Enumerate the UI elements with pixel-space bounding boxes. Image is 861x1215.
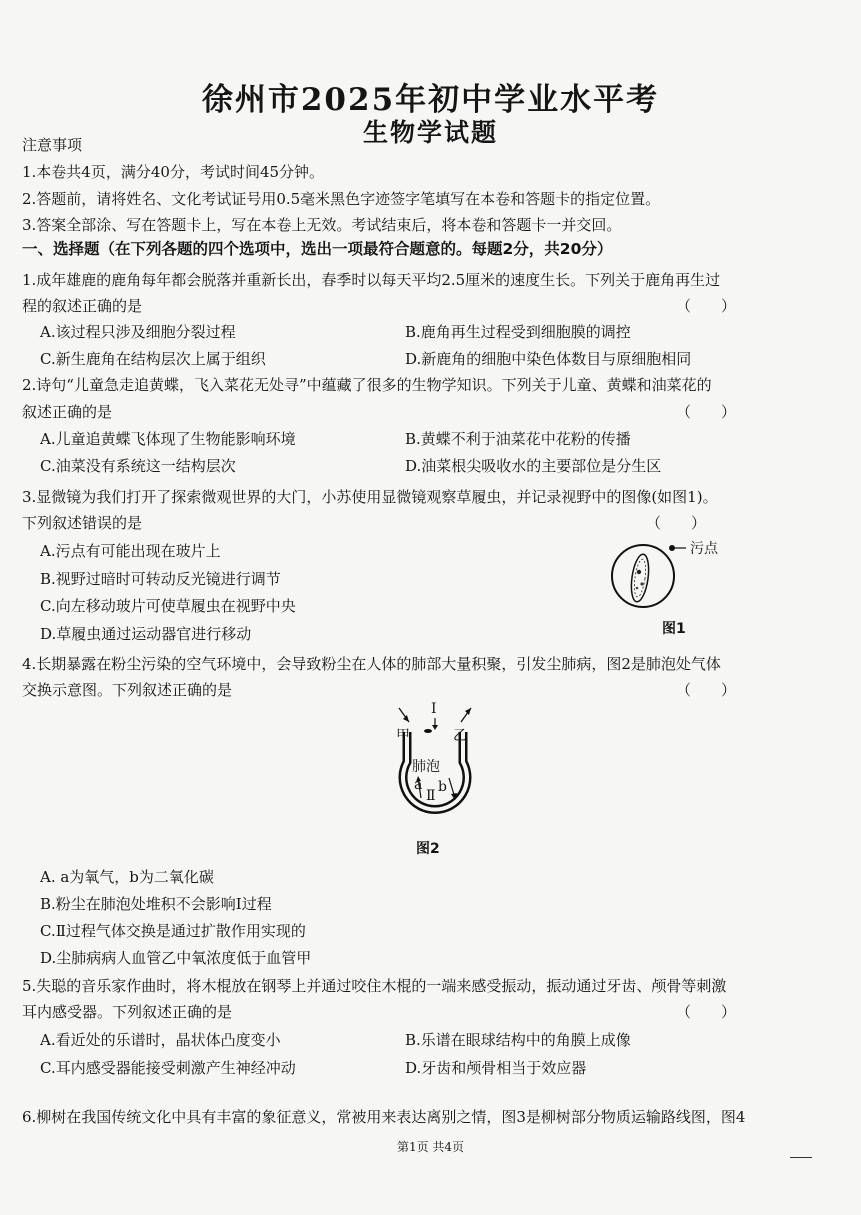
- q5-option-c: C.耳内感受器能接受刺激产生神经冲动: [40, 1059, 296, 1077]
- q4-option-b: B.粉尘在肺泡处堆积不会影响Ⅰ过程: [40, 895, 272, 913]
- notice-item-2: 2.答题前，请将姓名、文化考试证号用0.5毫米黑色字迹签字笔填写在本卷和答题卡的指定位置。: [22, 190, 661, 208]
- q1-answer-blank: （ ）: [676, 297, 737, 315]
- q2-answer-blank: （ ）: [676, 403, 737, 421]
- q2-stem-line2: 叙述正确的是: [22, 403, 113, 421]
- q2-option-b: B.黄蝶不利于油菜花中花粉的传播: [405, 430, 631, 448]
- section-heading: 一、选择题（在下列各题的四个选项中，选出一项最符合题意的。每题2分，共20分）: [22, 240, 613, 258]
- q1-stem-line1: 1.成年雄鹿的鹿角每年都会脱落并重新长出，春季时以每天平均2.5厘米的速度生长。下列关于鹿角再生过: [22, 271, 721, 289]
- page-footer: 第1页 共4页: [396, 1140, 465, 1154]
- figure2-label-yi: 乙: [453, 728, 467, 744]
- q3-option-c: C.向左移动玻片可使草履虫在视野中央: [40, 597, 296, 615]
- q2-option-a: A.儿童追黄蝶飞体现了生物能影响环境: [40, 430, 296, 448]
- q4-answer-blank: （ ）: [676, 681, 737, 699]
- paramecium-icon: [629, 553, 652, 603]
- q1-option-b: B.鹿角再生过程受到细胞膜的调控: [405, 323, 631, 341]
- q5-stem-line1: 5.失聪的音乐家作曲时，将木棍放在钢琴上并通过咬住木棍的一端来感受振动，振动通过牙齿、颅骨等刺激: [22, 977, 727, 995]
- figure2-label-process-2: Ⅱ: [426, 788, 436, 804]
- q3-option-d: D.草履虫通过运动器官进行移动: [40, 625, 252, 643]
- q5-stem-line2: 耳内感受器。下列叙述正确的是: [22, 1003, 233, 1021]
- exam-subtitle: 生物学试题: [362, 118, 498, 147]
- notice-heading: 注意事项: [22, 136, 83, 154]
- q5-answer-blank: （ ）: [676, 1003, 737, 1021]
- q2-option-d: D.油菜根尖吸收水的主要部位是分生区: [405, 457, 662, 475]
- q4-stem-line1: 4.长期暴露在粉尘污染的空气环境中，会导致粉尘在人体的肺部大量积聚，引发尘肺病，图2是肺泡处气体: [22, 655, 721, 673]
- corner-mark: [790, 1157, 812, 1158]
- figure2-label-alveolus: 肺泡: [412, 759, 440, 775]
- q2-stem-line1: 2.诗句“儿童急走追黄蝶，飞入菜花无处寻”中蕴藏了很多的生物学知识。下列关于儿童、黄蝶和油菜花的: [22, 376, 712, 394]
- figure2-caption: 图2: [416, 841, 440, 857]
- q1-option-a: A.该过程只涉及细胞分裂过程: [40, 323, 236, 341]
- figure2-label-a: a: [414, 777, 423, 793]
- figure2-label-jia: 甲: [396, 728, 410, 744]
- q4-option-c: C.Ⅱ过程气体交换是通过扩散作用实现的: [40, 922, 306, 940]
- q3-stem-line1: 3.显微镜为我们打开了探索微观世界的大门，小苏使用显微镜观察草履虫，并记录视野中的图像(如图1)。: [22, 488, 718, 506]
- q1-option-c: C.新生鹿角在结构层次上属于组织: [40, 350, 266, 368]
- figure2-label-process-1: Ⅰ: [431, 701, 437, 717]
- q4-option-d: D.尘肺病病人血管乙中氧浓度低于血管甲: [40, 949, 312, 967]
- figure2-label-b: b: [438, 779, 447, 795]
- exam-title: 徐州市2025年初中学业水平考: [201, 82, 660, 118]
- q3-option-b: B.视野过暗时可转动反光镜进行调节: [40, 570, 281, 588]
- figure1-caption: 图1: [662, 621, 686, 637]
- q2-option-c: C.油菜没有系统这一结构层次: [40, 457, 236, 475]
- q5-option-b: B.乐谱在眼球结构中的角膜上成像: [405, 1031, 631, 1049]
- q4-stem-line2: 交换示意图。下列叙述正确的是: [22, 681, 233, 699]
- q3-answer-blank: （ ）: [646, 514, 707, 532]
- notice-item-3: 3.答案全部涂、写在答题卡上，写在本卷上无效。考试结束后，将本卷和答题卡一并交回。: [22, 216, 622, 234]
- q3-stem-line2: 下列叙述错误的是: [22, 514, 143, 532]
- notice-item-1: 1.本卷共4页，满分40分，考试时间45分钟。: [22, 163, 325, 181]
- q4-option-a: A. a为氧气，b为二氧化碳: [40, 868, 214, 886]
- q5-option-d: D.牙齿和颅骨相当于效应器: [405, 1059, 587, 1077]
- q1-option-d: D.新鹿角的细胞中染色体数目与原细胞相同: [405, 350, 692, 368]
- q3-option-a: A.污点有可能出现在玻片上: [40, 542, 221, 560]
- q6-stem-line1: 6.柳树在我国传统文化中具有丰富的象征意义，常被用来表达离别之情，图3是柳树部分物质运输路线图，图4: [22, 1108, 746, 1126]
- q1-stem-line2: 程的叙述正确的是: [22, 297, 143, 315]
- figure1-stain-label: 污点: [690, 541, 718, 557]
- q5-option-a: A.看近处的乐谱时，晶状体凸度变小: [40, 1031, 281, 1049]
